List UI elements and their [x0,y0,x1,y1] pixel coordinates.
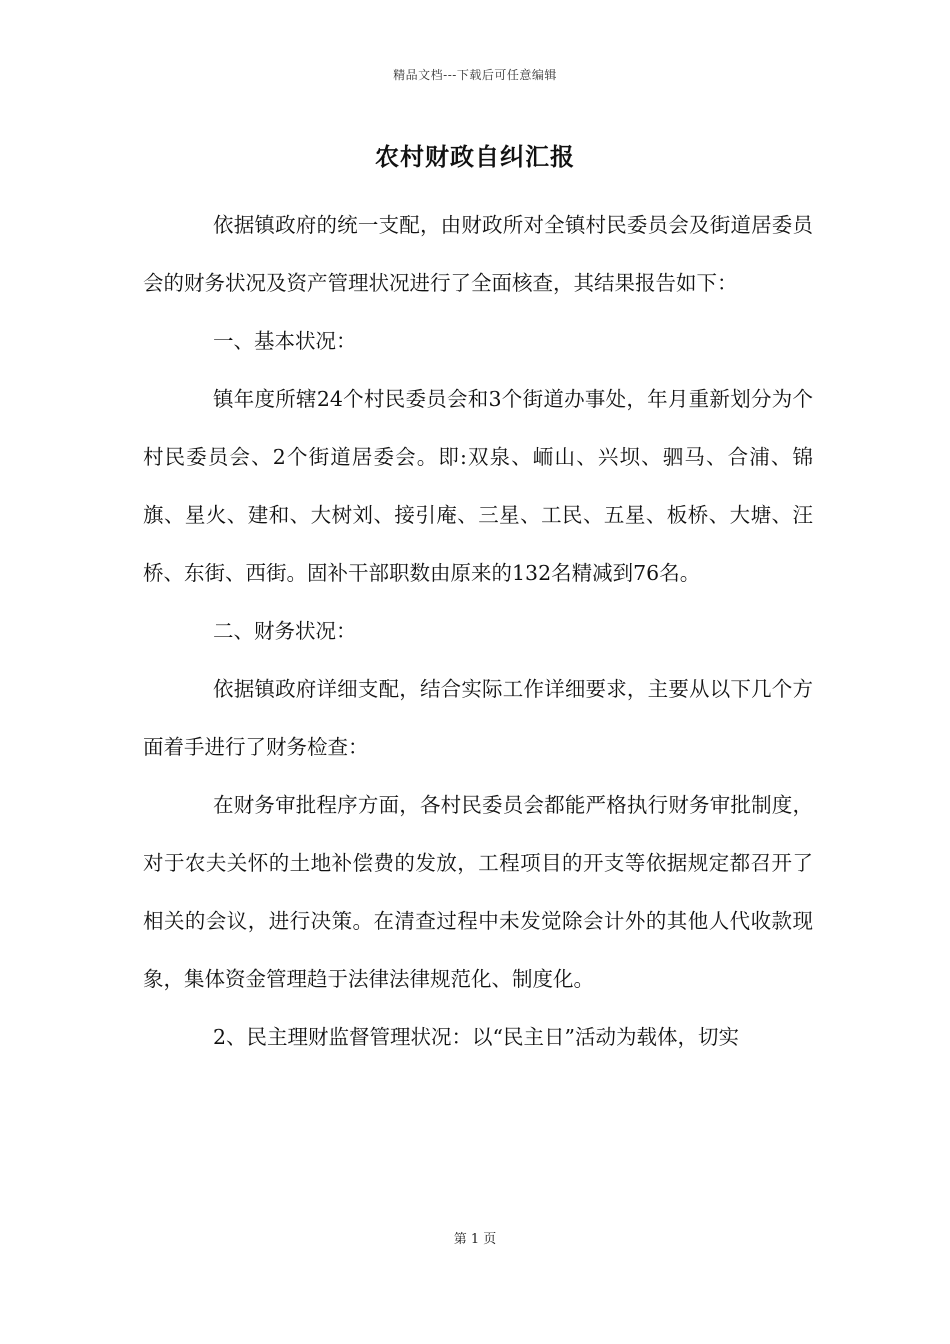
paragraph-basic-status: 镇年度所辖24个村民委员会和3个街道办事处，年月重新划分为个村民委员会、2个街道居委会。即:双泉、峏山、兴坝、驷马、合浦、锦旗、星火、建和、大树刘、接引庵、三星、工民、五星、板桥、大塘、汪桥、东街、西街。固补干部职数由原来的132名精减到76名。 [143,387,813,585]
document-title: 农村财政自纠汇报 [375,142,575,171]
document-header-note: 精品文档---下载后可任意编辑 [393,68,557,82]
paragraph-intro: 依据镇政府的统一支配，由财政所对全镇村民委员会及街道居委员会的财务状况及资产管理状况进行了全面核查，其结果报告如下： [143,213,813,295]
document-body [143,196,813,1066]
paragraph-democratic-supervision: 2、民主理财监督管理状况：以“民主日”活动为载体，切实 [213,1025,740,1049]
paragraph-approval-procedure: 在财务审批程序方面，各村民委员会都能严格执行财务审批制度，对于农夫关怀的土地补偿费的发放，工程项目的开支等依据规定都召开了相关的会议，进行决策。在清查过程中未发觉除会计外的其他人代收款现象，集体资金管理趋于法律法律规范化、制度化。 [143,793,813,991]
section-heading-basic-status: 一、基本状况： [213,329,357,353]
section-heading-financial-status: 二、财务状况： [213,619,357,643]
page-number: 第 1 页 [453,1232,497,1247]
paragraph-financial-intro: 依据镇政府详细支配，结合实际工作详细要求，主要从以下几个方面着手进行了财务检查： [143,677,813,759]
